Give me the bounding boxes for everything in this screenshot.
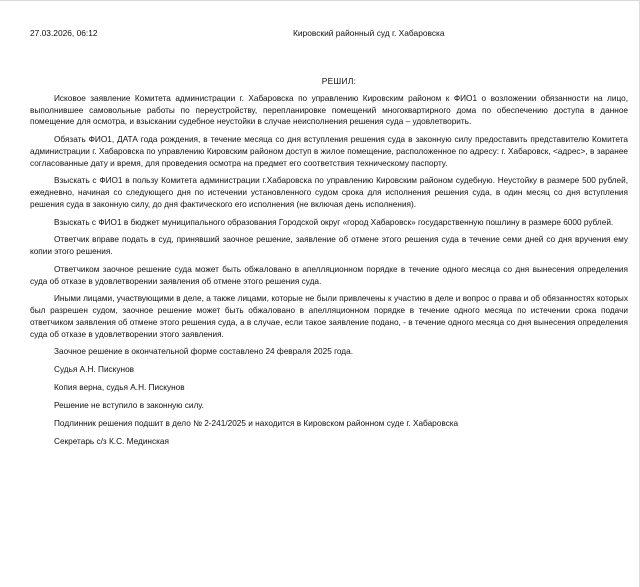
status-not-in-force: Решение не вступило в законную силу. <box>54 401 204 411</box>
decision-body <box>30 93 628 454</box>
copy-certification: Копия верна, судья А.Н. Пискунов <box>54 383 185 393</box>
print-datetime: 27.03.2026, 06:12 <box>30 28 98 38</box>
case-file-note: Подлинник решения подшит в дело № 2-241/2025 и находится в Кировском районном суде г. Хабаровска <box>54 419 459 429</box>
paragraph-cancellation-right: Ответчик вправе подать в суд, принявший заочное решение, заявление об отмене этого решения суда в течение семи дней со дня вручения ему копии этого решения. <box>30 235 628 257</box>
secretary-signature: Секретарь с/з К.С. Мединская <box>54 437 169 447</box>
paragraph-appeal-defendant: Ответчиком заочное решение суда может быть обжаловано в апелляционном порядке в течение одного месяца со дня вынесения определения суда об отказе в удовлетворении заявления об отмене этого решения суда. <box>30 264 628 286</box>
print-header <box>30 27 610 39</box>
paragraph-claim-satisfied: Исковое заявление Комитета администрации г. Хабаровска по управлению Кировским районом к ФИО1 о возложении обязанности на лицо, выполнившее самовольные работы по переустройству, перепланировке помещений многоквартирного дома по обеспечению доступа в данное помещение для осмотра, и взыскании судебное неустойки в случае неисполнения решения суда – удовлетворить. <box>30 94 628 127</box>
paragraph-obligation-access: Обязать ФИО1, ДАТА года рождения, в течение месяца со дня вступления решения суда в законную силу предоставить представителю Комитета администрации г. Хабаровска по управлению Кировским районом доступ в жилое помещение, расположенное по адресу: г. Хабаровск, <адрес>, в заранее согласованные дату и время, для проведения осмотра на предмет его соответствия техническому паспорту. <box>30 135 628 168</box>
paragraph-state-duty: Взыскать с ФИО1 в бюджет муниципального образования Городской округ «город Хабаровск» государственную пошлину в размере 6000 рублей. <box>54 217 614 227</box>
final-form-date: Заочное решение в окончательной форме составлено 24 февраля 2025 года. <box>54 347 354 357</box>
decision-heading: РЕШИЛ: <box>321 76 357 86</box>
page-top-border <box>0 0 640 1</box>
judge-signature: Судья А.Н. Пискунов <box>54 365 135 375</box>
paragraph-appeal-others: Иными лицами, участвующими в деле, а также лицами, которые не были привлечены к участию в деле и вопрос о права и об обязанностях которых был разрешен судом, заочное решение может быть обжаловано в апелляционном порядке в течение одного месяца по истечении срока подачи ответчиком заявления об отмене этого решения суда, а в случае, если такое заявление подано, - в течение одного месяца со дня вынесения определения суда об отказе в удовлетворении этого заявления. <box>30 294 628 339</box>
paragraph-penalty: Взыскать с ФИО1 в пользу Комитета администрации г.Хабаровска по управлению Кировским районом судебную. Неустойку в размере 500 рублей, ежедневно, начиная со следующего дня по истечении установленного судом срока для исполнения решения суда, в один месяц со дня вступления решения суда в законную силу, до дня фактического его исполнения (не включая день исполнения). <box>30 176 628 209</box>
court-name: Кировский районный суд г. Хабаровска <box>293 28 445 38</box>
